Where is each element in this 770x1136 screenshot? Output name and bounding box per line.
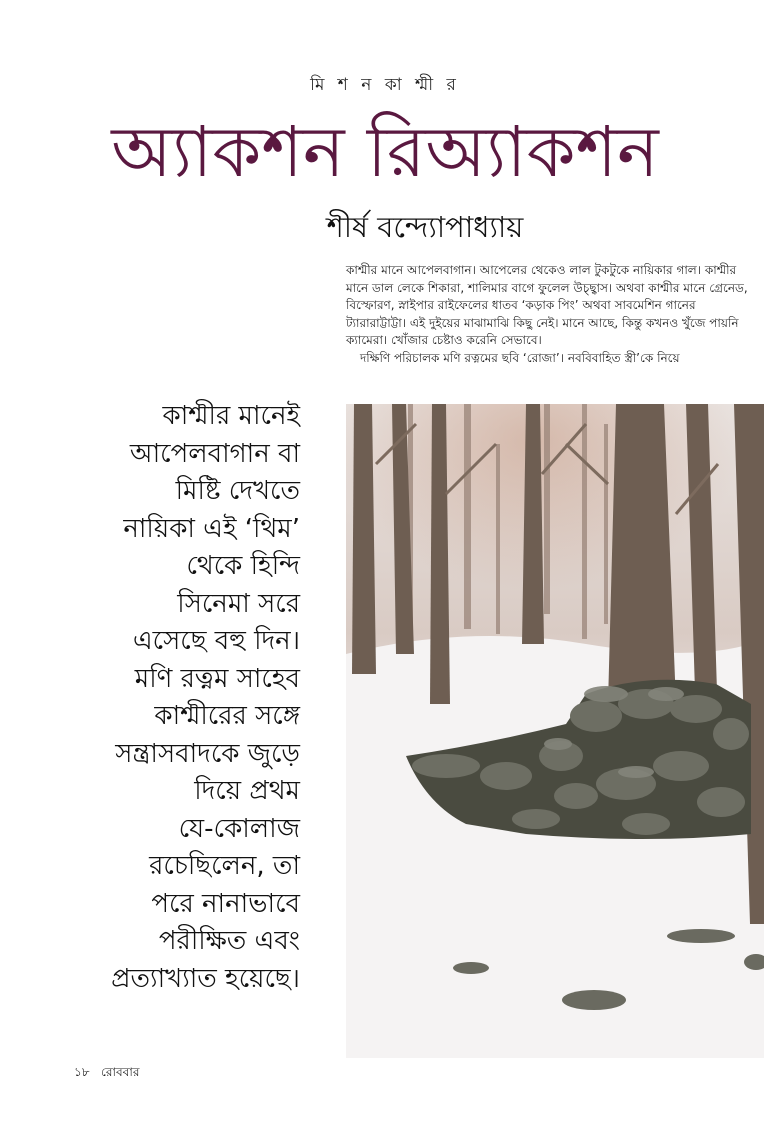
pull-quote-line: মিষ্টি দেখতে bbox=[175, 476, 300, 506]
intro-text bbox=[346, 262, 754, 367]
article-title: অ্যাকশন রিঅ্যাকশন bbox=[111, 111, 659, 193]
pull-quote-line: পরে নানাভাবে bbox=[151, 888, 300, 919]
page-footer bbox=[74, 1064, 139, 1084]
pull-quote-line: যে-কোলাজ bbox=[178, 813, 300, 844]
pull-quote-line: মণি রত্নম সাহেব bbox=[134, 663, 300, 694]
intro-paragraph-2: দক্ষিণি পরিচালক মণি রত্নমের ছবি ‘রোজা’। নববিবাহিত স্ত্রী’কে নিয়ে bbox=[360, 350, 680, 365]
pull-quote-line: প্রত্যাখ্যাত হয়েছে। bbox=[111, 963, 300, 994]
pull-quote-line: নায়িকা এই ‘থিম’ bbox=[123, 513, 300, 544]
snow-forest-photo bbox=[346, 404, 764, 1058]
intro-paragraph-1: কাশ্মীর মানে আপেলবাগান। আপেলের থেকেও লাল টুকটুকে নায়িকার গাল। কাশ্মীর মানে ডাল লেকে শিকারা, শালিমার বাগে ফুলেল উচ্ছ্বাস। অথবা কাশ্মীর মানে গ্রেনেড, বিস্ফোরণ, স্নাইপার রাইফেলের ধাতব ‘কড়াক পিং’ অথবা সাবমেশিন গানের ট্যারারাট্টাট্টা। এই দুইয়ের মাঝামাঝি কিছু নেই। মানে আছে, কিন্তু কখনও খুঁজে পায়নি ক্যামেরা। খোঁজার চেষ্টাও করেনি সেভাবে। bbox=[346, 263, 748, 347]
snow-forest-illustration bbox=[346, 404, 764, 1058]
pull-quote-line: পরীক্ষিত এবং bbox=[158, 926, 300, 956]
pull-quote-line: দিয়ে প্রথম bbox=[194, 776, 300, 806]
pull-quote-line: কাশ্মীর মানেই bbox=[162, 401, 300, 431]
pull-quote-line: সিনেমা সরে bbox=[177, 588, 300, 619]
pull-quote-line: কাশ্মীরের সঙ্গে bbox=[154, 701, 300, 731]
pull-quote-line: থেকে হিন্দি bbox=[186, 551, 300, 581]
pull-quote-line: আপেলবাগান বা bbox=[129, 438, 300, 469]
pull-quote-line: সন্ত্রাসবাদকে জুড়ে bbox=[115, 738, 300, 769]
magazine-name: রোববার bbox=[101, 1065, 140, 1079]
section-kicker: মি শ ন কা শ্মী র bbox=[310, 75, 460, 95]
pull-quote-line: রচেছিলেন, তা bbox=[149, 851, 300, 881]
pull-quote-line: এসেছে বহু দিন। bbox=[132, 626, 300, 656]
pull-quote bbox=[60, 398, 300, 998]
page-number: ১৮ bbox=[74, 1065, 90, 1079]
author-byline: শীর্ষ বন্দ্যোপাধ্যায় bbox=[326, 210, 524, 244]
